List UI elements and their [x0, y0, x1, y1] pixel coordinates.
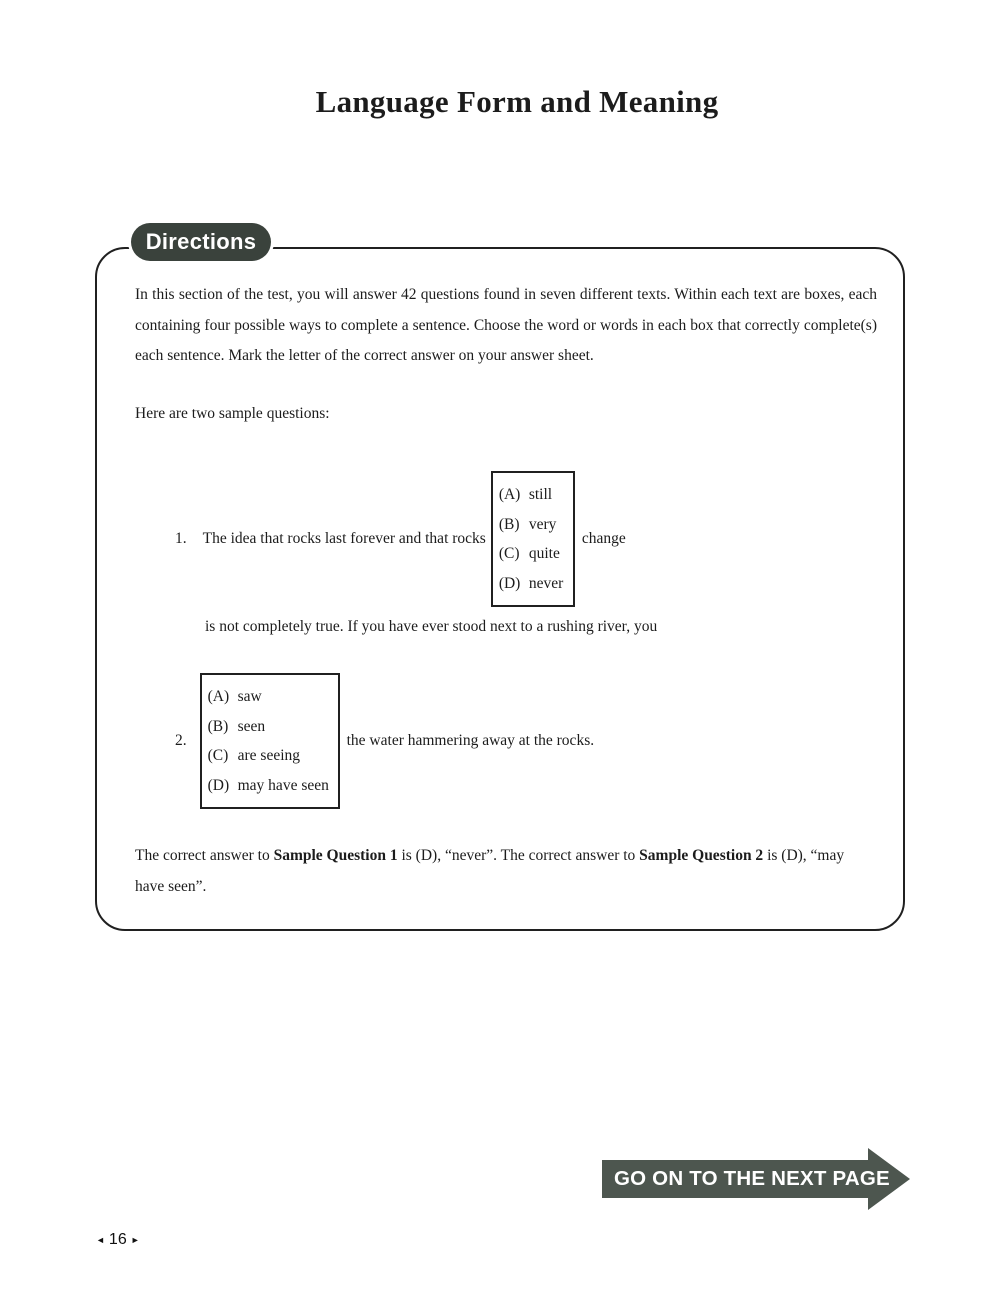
directions-label: Directions [145, 229, 257, 254]
question-1-continuation: is not completely true. If you have ever stood next to a rushing river, you [205, 618, 658, 635]
option-letter: (A) [207, 688, 230, 705]
option-letter: (C) [498, 545, 520, 562]
option-text: never [528, 574, 564, 592]
option-text: saw [237, 688, 262, 705]
page-footer [96, 1231, 140, 1249]
answer-option [499, 510, 567, 540]
option-letter: (A) [498, 486, 521, 503]
answer-key-note [135, 840, 844, 902]
sample-question-1-ref: Sample Question 1 [273, 847, 398, 864]
answer-key-line-1: The correct answer to Sample Question 1 is (D), “never”. The correct answer to Sample Question 2 is (D), “may [135, 847, 845, 864]
go-on-label: GO ON TO THE NEXT PAGE [614, 1167, 890, 1190]
question-2-number: 2. [175, 732, 187, 749]
directions-label-pill [131, 223, 271, 261]
page-number: 16 [108, 1231, 127, 1248]
answer-option [499, 480, 567, 510]
question-1-options-box [491, 471, 575, 607]
next-page-icon: ► [130, 1234, 140, 1245]
option-text: still [528, 486, 553, 503]
option-text: very [528, 515, 557, 533]
question-1-text-before: The idea that rocks last forever and that rocks [202, 530, 486, 547]
option-letter: (D) [207, 776, 230, 794]
answer-key-line-2: have seen”. [135, 878, 207, 895]
option-text: quite [528, 545, 560, 562]
answer-option [208, 741, 332, 771]
answer-option [208, 771, 332, 801]
option-text: seen [237, 717, 266, 735]
answer-option [208, 682, 332, 712]
sample-questions-intro: Here are two sample questions: [135, 405, 330, 422]
question-1-text-after: change [581, 530, 626, 547]
option-text: may have seen [237, 776, 329, 794]
question-1-number: 1. [175, 530, 187, 547]
directions-paragraph: In this section of the test, you will answer 42 questions found in seven different texts. Within each text are boxes, each containing four possible ways to complete a sentence. Choose the word or words in each box that correctly complete(s) each sentence. Mark the letter of the correct answer on your answer sheet. [135, 286, 877, 364]
option-letter: (B) [498, 515, 520, 533]
directions-box [95, 229, 905, 931]
sample-question-2-ref: Sample Question 2 [639, 847, 764, 864]
question-2-options-box [200, 673, 340, 809]
option-text: are seeing [237, 747, 301, 764]
answer-option [208, 712, 332, 742]
sample-question-1 [175, 471, 626, 607]
answer-option [499, 539, 567, 569]
question-2-text-after: the water hammering away at the rocks. [346, 732, 595, 749]
prev-page-icon: ◄ [96, 1234, 105, 1245]
option-letter: (D) [498, 574, 521, 592]
sample-question-2 [175, 673, 594, 809]
page-title: Language Form and Meaning [315, 84, 719, 119]
answer-option [499, 569, 567, 599]
option-letter: (B) [207, 717, 229, 735]
go-on-next-page-banner [602, 1146, 910, 1212]
option-letter: (C) [207, 747, 229, 764]
